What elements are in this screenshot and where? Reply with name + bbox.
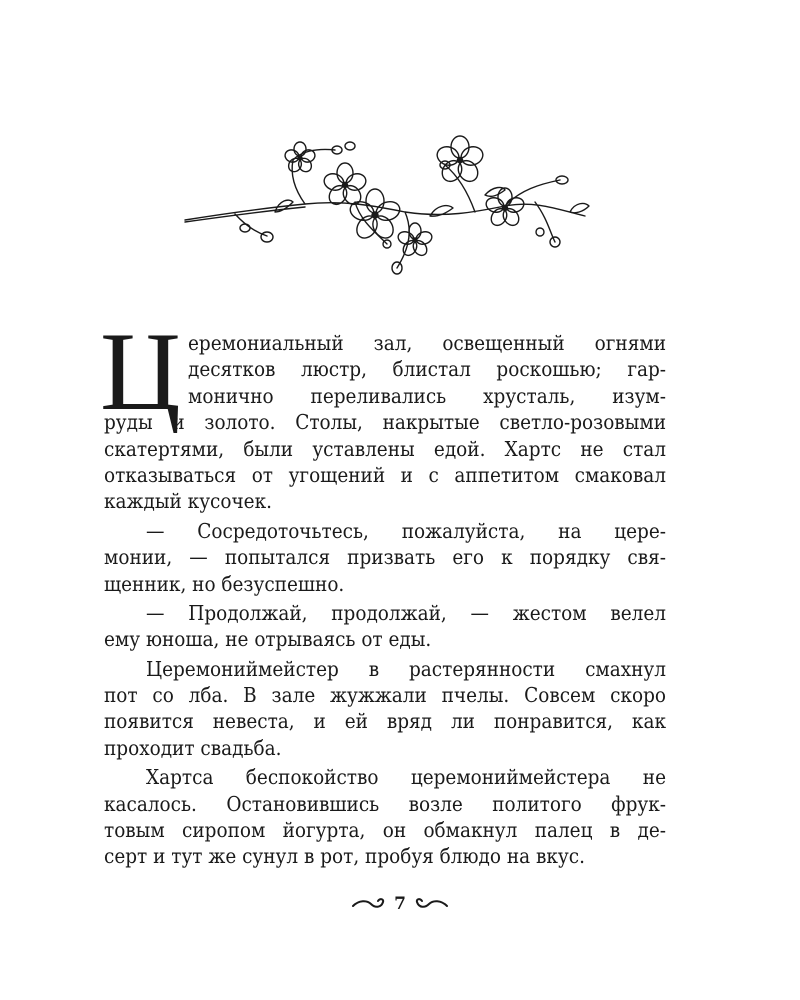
text-line: каждый кусочек. xyxy=(104,489,272,514)
text-line: — Продолжай, продолжай, — жестом велел xyxy=(146,600,666,625)
paragraph-3 xyxy=(104,600,666,653)
text-line: касалось. Остановившись возле политого фрук- xyxy=(104,791,666,816)
text-line: Хартса беспокойство церемониймейстера не xyxy=(146,765,666,790)
swirl-flourish-icon xyxy=(351,896,385,912)
text-line: десятков люстр, блистал роскошью; гар- xyxy=(188,357,666,382)
text-line: ему юноша, не отрываясь от еды. xyxy=(104,627,432,652)
page-footer xyxy=(0,893,800,914)
page-number: 7 xyxy=(394,893,406,914)
text-line: руды и золото. Столы, накрытые светло-розовыми xyxy=(104,410,666,435)
text-line: скатертями, были уставлены едой. Хартс не стал xyxy=(104,436,666,461)
text-line: Церемониймейстер в растерянности смахнул xyxy=(146,656,666,681)
paragraph-5 xyxy=(104,764,666,870)
text-line: проходит свадьба. xyxy=(104,735,282,760)
text-line: щенник, но безуспешно. xyxy=(104,571,345,596)
drop-cap: Ц xyxy=(100,310,179,434)
text-line: пот со лба. В зале жужжали пчелы. Совсем скоро xyxy=(104,683,666,708)
text-line: серт и тут же сунул в рот, пробуя блюдо на вкус. xyxy=(104,844,585,869)
text-line: монии, — попытался призвать его к порядку свя- xyxy=(104,545,666,570)
paragraph-2 xyxy=(104,518,666,597)
cherry-blossom-branch-icon xyxy=(175,120,595,280)
text-line: еремониальный зал, освещенный огнями xyxy=(188,331,666,355)
text-line: товым сиропом йогурта, он обмакнул палец в де- xyxy=(104,818,666,843)
paragraph-4 xyxy=(104,656,666,762)
text-line: монично переливались хрусталь, изум- xyxy=(188,383,666,408)
chapter-text xyxy=(100,310,666,870)
swirl-flourish-icon xyxy=(415,896,449,912)
text-line: — Сосредоточьтесь, пожалуйста, на цере- xyxy=(146,518,666,543)
text-line: отказываться от угощений и с аппетитом смаковал xyxy=(104,462,666,487)
paragraph-1 xyxy=(100,310,666,515)
text-line: появится невеста, и ей вряд ли понравится, как xyxy=(104,709,666,734)
